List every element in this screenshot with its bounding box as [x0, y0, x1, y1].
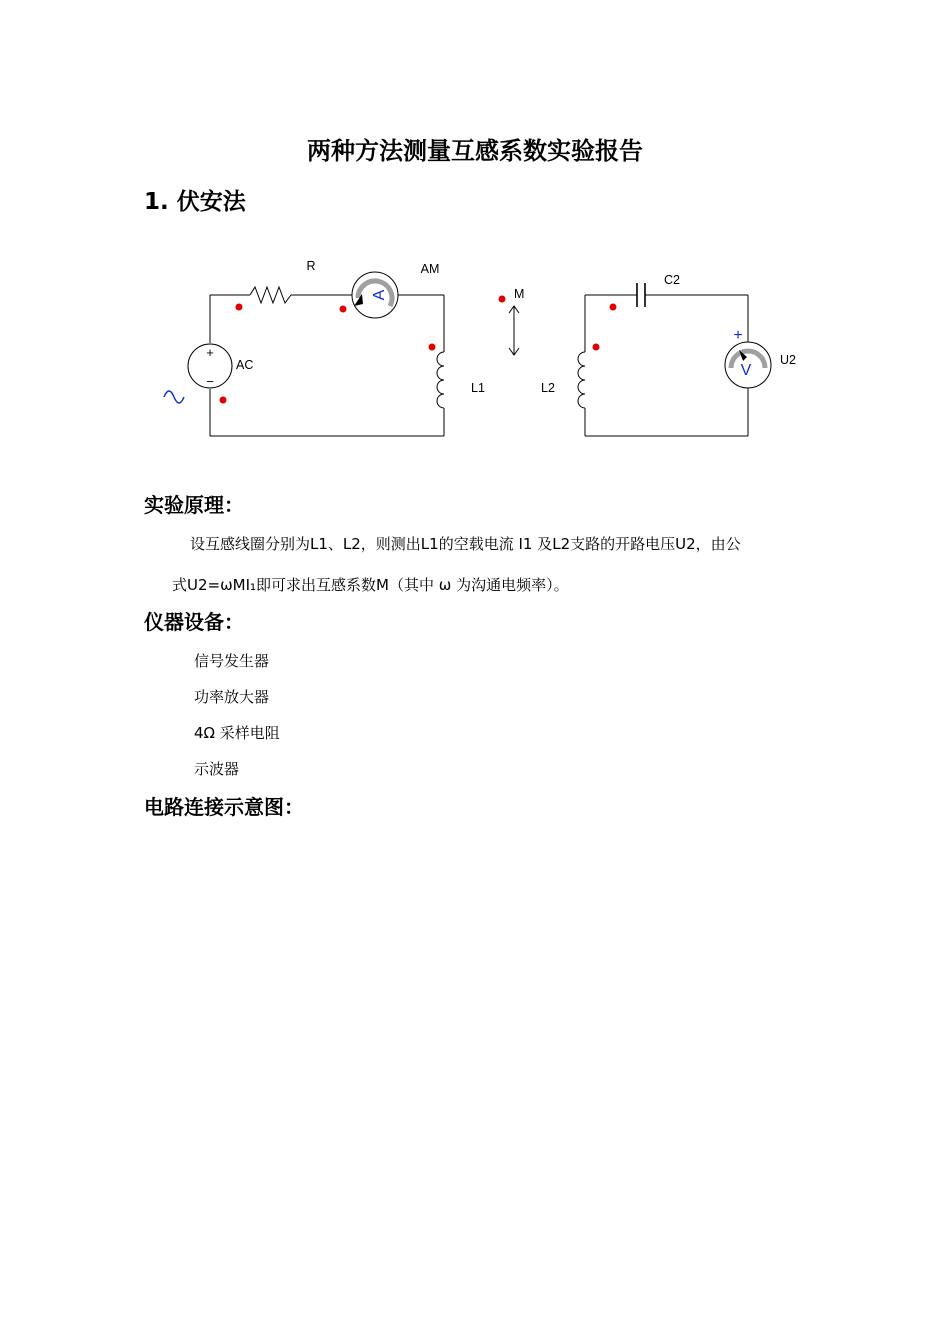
equipment-item: 示波器 — [194, 760, 240, 778]
ac-source-minus: − — [206, 374, 214, 389]
sine-wave-icon — [164, 391, 184, 403]
section-heading-voltammetry: 1. 伏安法 — [144, 189, 246, 215]
document-title: 两种方法测量互感系数实验报告 — [307, 137, 643, 165]
resistor-symbol — [250, 287, 291, 303]
principle-paragraph-line2: 式U2=ωMI₁即可求出互感系数M（其中 ω 为沟通电频率）。 — [172, 576, 569, 594]
inductor-l2-symbol — [578, 352, 585, 408]
label-l2: L2 — [541, 381, 555, 395]
equipment-item: 功率放大器 — [194, 688, 270, 706]
equipment-item: 信号发生器 — [194, 652, 270, 670]
ammeter-symbol — [352, 272, 398, 318]
label-am: AM — [420, 262, 440, 276]
inductor-l1-symbol — [437, 352, 444, 408]
principle-heading: 实验原理： — [144, 493, 244, 517]
label-m: M — [514, 287, 525, 301]
voltmeter-letter: V — [740, 362, 752, 379]
equipment-heading: 仪器设备： — [144, 610, 244, 634]
circuit-heading: 电路连接示意图： — [144, 795, 304, 819]
ammeter-letter: A — [371, 289, 388, 301]
label-ac: AC — [236, 358, 254, 372]
label-c2: C2 — [664, 273, 680, 287]
principle-paragraph-line1: 设互感线圈分别为L1、L2，则测出L1的空载电流 I1 及L2支路的开路电压U2，由公 — [190, 535, 741, 553]
label-u2: U2 — [780, 353, 796, 367]
label-r: R — [306, 259, 316, 273]
polarity-dots — [220, 296, 617, 404]
mutual-arrow-icon — [509, 306, 519, 355]
equipment-item: 4Ω 采样电阻 — [194, 724, 280, 742]
label-l1: L1 — [471, 381, 485, 395]
circuit-diagram — [0, 0, 950, 470]
ac-source-plus: + — [206, 345, 214, 360]
capacitor-c2-symbol — [637, 283, 645, 307]
voltmeter-plus: + — [733, 327, 743, 344]
